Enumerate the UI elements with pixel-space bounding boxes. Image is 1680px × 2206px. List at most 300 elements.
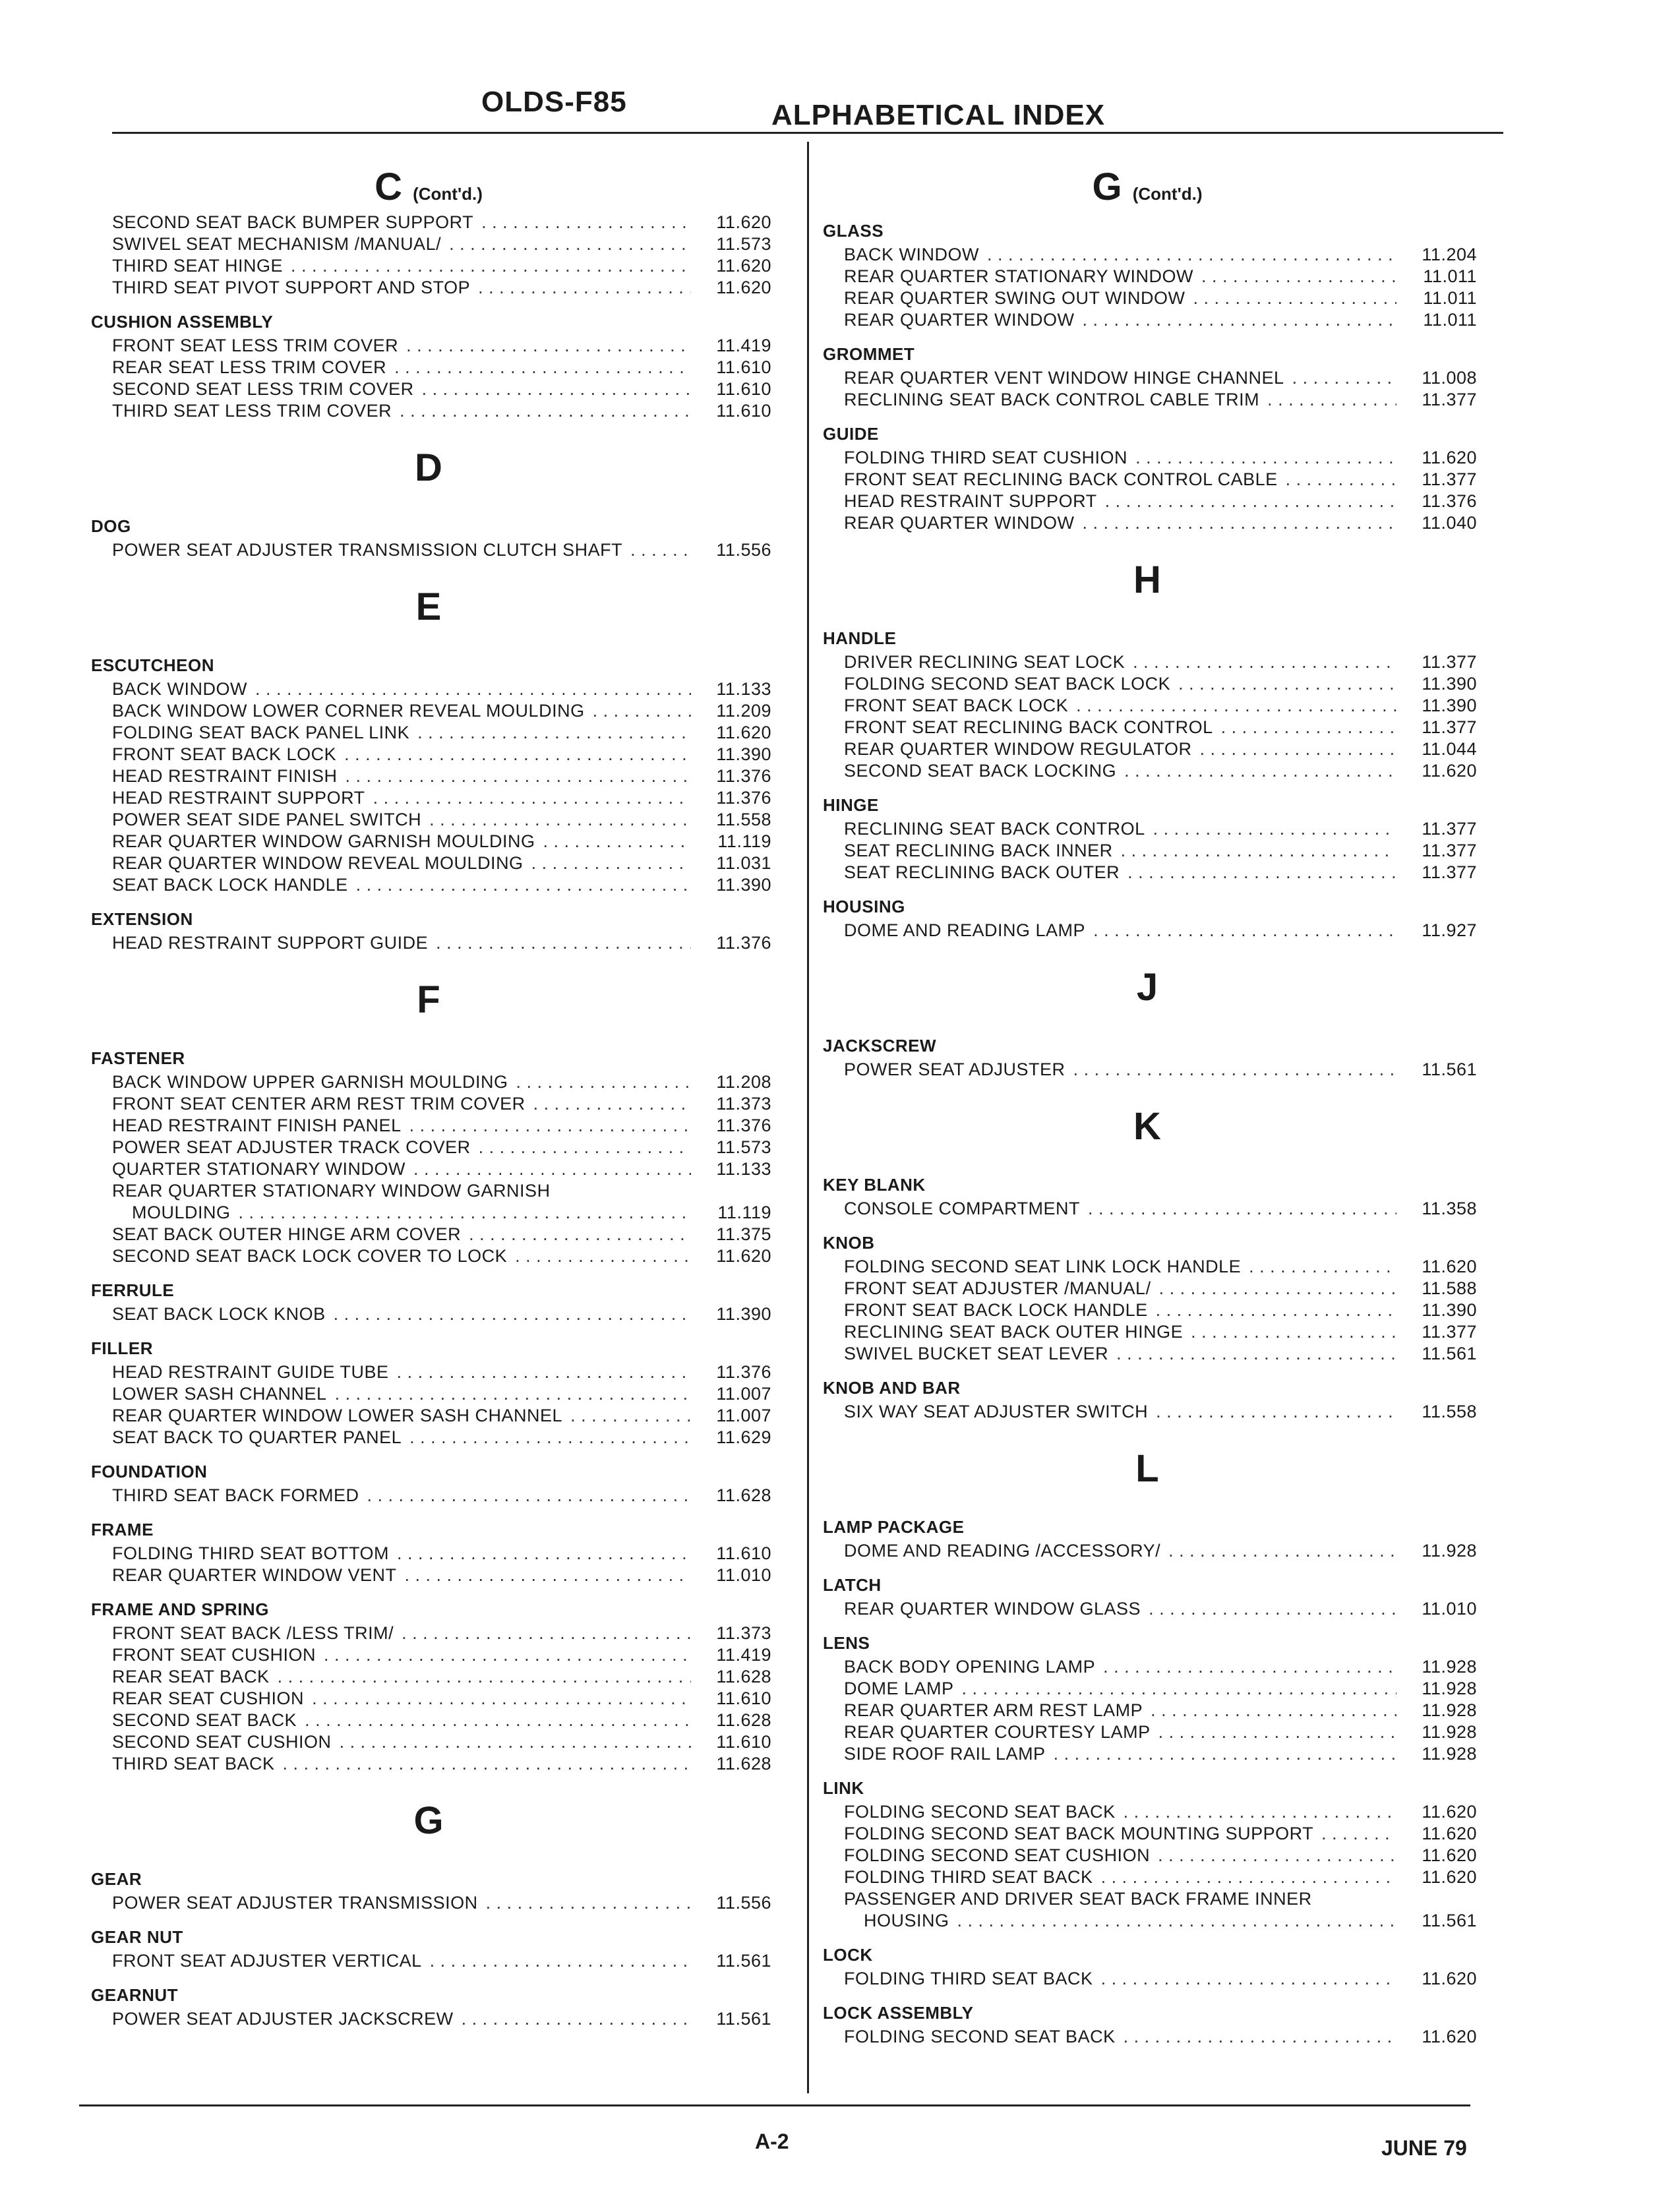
entry-text: POWER SEAT SIDE PANEL SWITCH xyxy=(112,810,422,829)
group-heading: LOCK xyxy=(823,1945,873,1965)
dot-leader xyxy=(1083,309,1396,331)
entry-text: REAR QUARTER VENT WINDOW HINGE CHANNEL xyxy=(844,368,1284,388)
index-entry xyxy=(86,255,771,277)
page-reference: 11.628 xyxy=(716,1485,771,1505)
index-entry xyxy=(86,1180,771,1202)
dot-leader xyxy=(1093,920,1396,941)
page-reference: 11.376 xyxy=(716,1362,771,1382)
dot-leader xyxy=(1267,389,1396,411)
index-entry xyxy=(86,277,771,299)
dot-leader xyxy=(1101,1866,1396,1888)
page-reference: 11.390 xyxy=(1422,1300,1477,1320)
index-entry xyxy=(818,1845,1477,1866)
page-reference: 11.610 xyxy=(716,1543,771,1563)
index-entry xyxy=(818,1198,1477,1220)
entry-text: SECOND SEAT BACK LOCK COVER TO LOCK xyxy=(112,1246,508,1266)
index-entry xyxy=(86,400,771,422)
section-letter: L xyxy=(1135,1447,1159,1490)
page-reference: 11.928 xyxy=(1422,1700,1477,1720)
entry-text: FRONT SEAT RECLINING BACK CONTROL CABLE xyxy=(844,469,1278,489)
column-divider xyxy=(807,142,809,2093)
index-entry xyxy=(86,335,771,357)
page-reference: 11.010 xyxy=(716,1565,771,1585)
page-reference: 11.620 xyxy=(1422,1802,1477,1822)
dot-leader xyxy=(409,1115,691,1137)
dot-leader xyxy=(516,1071,691,1093)
index-entry xyxy=(86,1644,771,1666)
dot-leader xyxy=(1158,1845,1396,1866)
dot-leader xyxy=(1249,1256,1396,1278)
page-reference: 11.558 xyxy=(716,810,771,829)
page-reference: 11.044 xyxy=(1422,739,1477,759)
page-reference: 11.040 xyxy=(1422,513,1477,533)
page-reference: 11.620 xyxy=(716,723,771,742)
index-group xyxy=(818,1945,1477,1990)
dot-leader xyxy=(1133,651,1396,673)
page-reference: 11.376 xyxy=(716,766,771,786)
section-letter: J xyxy=(1136,966,1158,1009)
page-reference: 11.620 xyxy=(1422,1845,1477,1865)
dot-leader xyxy=(335,1383,691,1405)
index-entry xyxy=(818,512,1477,534)
index-entry xyxy=(86,1303,771,1325)
bottom-rule xyxy=(79,2104,1470,2106)
page-reference: 11.928 xyxy=(1422,1541,1477,1561)
index-entry xyxy=(818,1321,1477,1343)
index-group xyxy=(86,212,771,299)
dot-leader xyxy=(478,277,691,299)
page-reference: 11.561 xyxy=(1422,1344,1477,1363)
dot-leader xyxy=(1149,1598,1396,1620)
entry-text: FRONT SEAT ADJUSTER VERTICAL xyxy=(112,1951,422,1971)
index-entry xyxy=(818,1598,1477,1620)
index-entry xyxy=(86,212,771,233)
index-entry xyxy=(818,1888,1477,1910)
page-reference: 11.556 xyxy=(716,1893,771,1913)
dot-leader xyxy=(1168,1540,1396,1562)
dot-leader xyxy=(479,1137,691,1158)
index-group xyxy=(86,312,771,422)
index-group xyxy=(86,655,771,896)
dot-leader xyxy=(1124,1801,1396,1823)
index-group xyxy=(818,424,1477,534)
entry-text: RECLINING SEAT BACK CONTROL xyxy=(844,819,1145,839)
entry-text: THIRD SEAT BACK FORMED xyxy=(112,1485,359,1505)
entry-text: DOME AND READING LAMP xyxy=(844,920,1086,940)
index-entry xyxy=(86,831,771,852)
dot-leader xyxy=(1193,287,1396,309)
dot-leader xyxy=(570,1405,691,1427)
entry-text: FOLDING SECOND SEAT LINK LOCK HANDLE xyxy=(844,1257,1242,1276)
dot-leader xyxy=(305,1710,691,1731)
dot-leader xyxy=(405,1565,691,1586)
page-reference: 11.133 xyxy=(716,1159,771,1179)
dot-leader xyxy=(1156,1299,1396,1321)
dot-leader xyxy=(1178,673,1396,695)
dot-leader xyxy=(367,1485,691,1506)
entry-text: REAR QUARTER WINDOW xyxy=(844,513,1075,533)
index-entry xyxy=(86,1224,771,1245)
index-entry xyxy=(818,738,1477,760)
entry-text: REAR QUARTER STATIONARY WINDOW GARNISH xyxy=(112,1181,551,1201)
entry-text: FRONT SEAT BACK LOCK xyxy=(112,744,337,764)
index-group xyxy=(86,1927,771,1972)
index-entry xyxy=(818,1801,1477,1823)
dot-leader xyxy=(1083,512,1396,534)
index-entry xyxy=(86,2008,771,2030)
index-group xyxy=(818,221,1477,331)
index-entry xyxy=(818,651,1477,673)
index-entry xyxy=(86,1543,771,1565)
page-reference: 11.010 xyxy=(1422,1599,1477,1619)
page-reference: 11.610 xyxy=(716,1688,771,1708)
entry-text: FRONT SEAT BACK LOCK xyxy=(844,696,1069,715)
index-group xyxy=(818,628,1477,782)
page-reference: 11.377 xyxy=(1422,841,1477,860)
page-reference: 11.390 xyxy=(716,744,771,764)
entry-text: FOLDING SECOND SEAT BACK LOCK xyxy=(844,674,1171,694)
group-heading: FOUNDATION xyxy=(91,1462,208,1481)
page-reference: 11.928 xyxy=(1422,1744,1477,1764)
entry-text: FRONT SEAT CENTER ARM REST TRIM COVER xyxy=(112,1094,525,1114)
page-reference: 11.573 xyxy=(716,1137,771,1157)
entry-text: FOLDING SECOND SEAT BACK MOUNTING SUPPORT xyxy=(844,1824,1314,1843)
entry-text: THIRD SEAT PIVOT SUPPORT AND STOP xyxy=(112,278,471,297)
group-heading: LENS xyxy=(823,1633,870,1653)
index-group xyxy=(818,1517,1477,1562)
entry-text: SECOND SEAT BACK xyxy=(112,1710,297,1730)
index-entry xyxy=(818,1540,1477,1562)
dot-leader xyxy=(1105,491,1396,512)
dot-leader xyxy=(1101,1968,1396,1990)
dot-leader xyxy=(1088,1198,1396,1220)
dot-leader xyxy=(413,1158,691,1180)
page-reference: 11.377 xyxy=(1422,390,1477,409)
index-entry xyxy=(818,469,1477,491)
revision-date: JUNE 79 xyxy=(1381,2136,1467,2160)
page-reference: 11.011 xyxy=(1423,288,1477,308)
dot-leader xyxy=(1201,266,1396,287)
index-group xyxy=(86,1462,771,1506)
entry-text: FOLDING SECOND SEAT CUSHION xyxy=(844,1845,1151,1865)
dot-leader xyxy=(449,233,691,255)
index-entry xyxy=(818,1343,1477,1365)
group-heading: KNOB AND BAR xyxy=(823,1378,961,1398)
page-reference: 11.558 xyxy=(1422,1402,1477,1421)
entry-text: REAR SEAT BACK xyxy=(112,1667,270,1686)
section-letter: C (Cont'd.) xyxy=(375,165,483,208)
dot-leader xyxy=(1054,1743,1396,1765)
page-reference: 11.011 xyxy=(1423,310,1477,330)
index-entry xyxy=(86,874,771,896)
dot-leader xyxy=(593,700,691,722)
entry-text: REAR QUARTER WINDOW REGULATOR xyxy=(844,739,1192,759)
index-entry xyxy=(86,1071,771,1093)
index-entry xyxy=(86,1623,771,1644)
index-group xyxy=(86,1599,771,1775)
page-reference: 11.561 xyxy=(716,2009,771,2029)
group-heading: KNOB xyxy=(823,1233,875,1253)
page-reference: 11.377 xyxy=(1422,1322,1477,1342)
index-entry xyxy=(818,760,1477,782)
entry-text: HEAD RESTRAINT SUPPORT xyxy=(844,491,1097,511)
index-entry xyxy=(818,1910,1477,1932)
dot-leader xyxy=(1151,1700,1396,1721)
index-entry xyxy=(818,244,1477,266)
dot-leader xyxy=(255,678,691,700)
entry-text: BACK WINDOW UPPER GARNISH MOULDING xyxy=(112,1072,508,1092)
index-entry xyxy=(86,1565,771,1586)
entry-text: SIDE ROOF RAIL LAMP xyxy=(844,1744,1046,1764)
index-entry xyxy=(86,1950,771,1972)
dot-leader xyxy=(486,1892,691,1914)
dot-leader xyxy=(531,852,691,874)
page-reference: 11.610 xyxy=(716,401,771,421)
entry-text: SEAT BACK TO QUARTER PANEL xyxy=(112,1427,402,1447)
index-entry xyxy=(86,1245,771,1267)
index-entry xyxy=(86,1710,771,1731)
entry-text: POWER SEAT ADJUSTER TRACK COVER xyxy=(112,1137,471,1157)
header-title: ALPHABETICAL INDEX xyxy=(771,99,1106,131)
page-reference: 11.419 xyxy=(716,1645,771,1665)
page-reference: 11.620 xyxy=(716,1246,771,1266)
entry-text: SECOND SEAT LESS TRIM COVER xyxy=(112,379,414,399)
page-reference: 11.620 xyxy=(1422,448,1477,467)
entry-text: FRONT SEAT ADJUSTER /MANUAL/ xyxy=(844,1278,1151,1298)
dot-leader xyxy=(462,2008,691,2030)
page-reference: 11.375 xyxy=(716,1224,771,1244)
index-entry xyxy=(86,1137,771,1158)
dot-leader xyxy=(345,765,691,787)
entry-text: HOUSING xyxy=(864,1911,949,1930)
dot-leader xyxy=(1292,367,1396,389)
entry-text: REAR QUARTER STATIONARY WINDOW xyxy=(844,266,1194,286)
entry-text: POWER SEAT ADJUSTER JACKSCREW xyxy=(112,2009,454,2029)
dot-leader xyxy=(1191,1321,1396,1343)
index-group xyxy=(818,1175,1477,1220)
index-entry xyxy=(818,673,1477,695)
page-reference: 11.928 xyxy=(1422,1657,1477,1677)
page-reference: 11.620 xyxy=(716,212,771,232)
dot-leader xyxy=(481,212,691,233)
entry-text: REAR QUARTER WINDOW xyxy=(844,310,1075,330)
index-entry xyxy=(818,695,1477,717)
index-group xyxy=(86,1985,771,2030)
group-heading: DOG xyxy=(91,516,131,536)
index-group xyxy=(818,1378,1477,1423)
index-entry xyxy=(818,840,1477,862)
index-entry xyxy=(86,1666,771,1688)
dot-leader xyxy=(430,1950,691,1972)
index-entry xyxy=(86,1361,771,1383)
entry-text: REAR SEAT LESS TRIM COVER xyxy=(112,357,387,377)
dot-leader xyxy=(1135,447,1396,469)
index-entry xyxy=(86,809,771,831)
page-reference: 11.373 xyxy=(716,1623,771,1643)
page-reference: 11.390 xyxy=(716,875,771,895)
entry-text: FOLDING THIRD SEAT BOTTOM xyxy=(112,1543,390,1563)
dot-leader xyxy=(1286,469,1396,491)
group-heading: HOUSING xyxy=(823,897,905,916)
index-entry xyxy=(86,722,771,744)
dot-leader xyxy=(987,244,1396,266)
dot-leader xyxy=(324,1644,691,1666)
page-reference: 11.358 xyxy=(1422,1199,1477,1218)
page-reference: 11.376 xyxy=(716,788,771,808)
page-reference: 11.133 xyxy=(716,679,771,699)
entry-text: HEAD RESTRAINT FINISH PANEL xyxy=(112,1116,402,1135)
group-heading: GEAR NUT xyxy=(91,1927,183,1947)
group-heading: FRAME xyxy=(91,1520,154,1539)
entry-text: FOLDING THIRD SEAT CUSHION xyxy=(844,448,1128,467)
index-entry xyxy=(86,765,771,787)
page-reference: 11.620 xyxy=(716,278,771,297)
index-entry xyxy=(86,1383,771,1405)
group-heading: LINK xyxy=(823,1778,864,1798)
page-reference: 11.377 xyxy=(1422,469,1477,489)
entry-text: REAR QUARTER WINDOW VENT xyxy=(112,1565,397,1585)
page-reference: 11.556 xyxy=(716,540,771,560)
dot-leader xyxy=(1159,1278,1396,1299)
entry-text: THIRD SEAT LESS TRIM COVER xyxy=(112,401,392,421)
dot-leader xyxy=(409,1427,691,1448)
entry-text: FRONT SEAT CUSHION xyxy=(112,1645,316,1665)
entry-text: SEAT RECLINING BACK OUTER xyxy=(844,862,1120,882)
entry-text: POWER SEAT ADJUSTER TRANSMISSION CLUTCH SHAFT xyxy=(112,540,623,560)
dot-leader xyxy=(334,1303,691,1325)
entry-text: FOLDING THIRD SEAT BACK xyxy=(844,1867,1093,1887)
group-heading: KEY BLANK xyxy=(823,1175,926,1195)
page-reference: 11.376 xyxy=(716,933,771,953)
entry-text: HEAD RESTRAINT SUPPORT xyxy=(112,788,365,808)
section-letter: D xyxy=(415,446,442,489)
index-entry xyxy=(818,1823,1477,1845)
index-entry xyxy=(818,367,1477,389)
page-reference: 11.007 xyxy=(716,1406,771,1425)
entry-text: SEAT RECLINING BACK INNER xyxy=(844,841,1113,860)
page-reference: 11.620 xyxy=(1422,1257,1477,1276)
page-reference: 11.629 xyxy=(716,1427,771,1447)
entry-text: SECOND SEAT BACK BUMPER SUPPORT xyxy=(112,212,474,232)
group-heading: GEARNUT xyxy=(91,1985,179,2005)
section-letter: K xyxy=(1133,1105,1161,1148)
index-entry xyxy=(818,447,1477,469)
entry-text: SWIVEL BUCKET SEAT LEVER xyxy=(844,1344,1109,1363)
index-entry xyxy=(86,1202,771,1224)
entry-text: REAR SEAT CUSHION xyxy=(112,1688,305,1708)
index-group xyxy=(818,1633,1477,1765)
page-reference: 11.419 xyxy=(716,336,771,355)
dot-leader xyxy=(1153,818,1396,840)
page-reference: 11.377 xyxy=(1422,819,1477,839)
page-reference: 11.209 xyxy=(716,701,771,721)
index-group xyxy=(86,1280,771,1325)
index-entry xyxy=(818,1278,1477,1299)
page-reference: 11.620 xyxy=(1422,1867,1477,1887)
entry-text: BACK WINDOW LOWER CORNER REVEAL MOULDING xyxy=(112,701,585,721)
page-reference: 11.119 xyxy=(717,1203,771,1222)
index-group xyxy=(86,516,771,561)
page-reference: 11.628 xyxy=(716,1754,771,1774)
dot-leader xyxy=(356,874,691,896)
dot-leader xyxy=(515,1245,691,1267)
group-heading: HINGE xyxy=(823,795,879,815)
entry-text: REAR QUARTER ARM REST LAMP xyxy=(844,1700,1143,1720)
entry-text: QUARTER STATIONARY WINDOW xyxy=(112,1159,406,1179)
left-column xyxy=(86,158,771,2043)
page-reference: 11.610 xyxy=(716,357,771,377)
page-reference: 11.377 xyxy=(1422,652,1477,672)
dot-leader xyxy=(278,1666,691,1688)
page-reference: 11.610 xyxy=(716,379,771,399)
entry-text: FOLDING SECOND SEAT BACK xyxy=(844,1802,1116,1822)
index-entry xyxy=(818,309,1477,331)
dot-leader xyxy=(1121,840,1396,862)
index-entry xyxy=(86,1688,771,1710)
index-entry xyxy=(86,1427,771,1448)
index-entry xyxy=(86,1158,771,1180)
group-heading: ESCUTCHEON xyxy=(91,655,215,675)
dot-leader xyxy=(397,1543,691,1565)
page-reference: 11.620 xyxy=(1422,761,1477,781)
entry-text: HEAD RESTRAINT GUIDE TUBE xyxy=(112,1362,389,1382)
dot-leader xyxy=(1321,1823,1396,1845)
page-reference: 11.610 xyxy=(716,1732,771,1752)
page-number: A-2 xyxy=(755,2130,789,2153)
page-reference: 11.011 xyxy=(1423,266,1477,286)
index-entry xyxy=(818,491,1477,512)
page-reference: 11.377 xyxy=(1422,717,1477,737)
dot-leader xyxy=(394,357,691,378)
group-heading: GROMMET xyxy=(823,344,915,364)
index-entry xyxy=(818,920,1477,941)
index-entry xyxy=(818,1678,1477,1700)
dot-leader xyxy=(422,378,691,400)
page-reference: 11.620 xyxy=(1422,1969,1477,1988)
entry-text: SEAT BACK LOCK KNOB xyxy=(112,1304,326,1324)
group-heading: GUIDE xyxy=(823,424,879,444)
index-group xyxy=(86,1520,771,1586)
entry-text: REAR QUARTER WINDOW GLASS xyxy=(844,1599,1141,1619)
entry-text: POWER SEAT ADJUSTER xyxy=(844,1059,1065,1079)
entry-text: SECOND SEAT CUSHION xyxy=(112,1732,332,1752)
entry-text: PASSENGER AND DRIVER SEAT BACK FRAME INNER xyxy=(844,1889,1312,1909)
index-entry xyxy=(818,2026,1477,2048)
entry-text: DOME AND READING /ACCESSORY/ xyxy=(844,1541,1161,1561)
dot-leader xyxy=(406,335,691,357)
index-entry xyxy=(86,852,771,874)
section-letter: H xyxy=(1133,558,1161,601)
index-group xyxy=(86,1869,771,1914)
dot-leader xyxy=(1073,1059,1396,1081)
dot-leader xyxy=(1076,695,1396,717)
dot-leader xyxy=(957,1910,1396,1932)
dot-leader xyxy=(630,539,691,561)
index-entry xyxy=(818,1299,1477,1321)
entry-text: FRONT SEAT BACK /LESS TRIM/ xyxy=(112,1623,394,1643)
page-reference: 11.928 xyxy=(1422,1679,1477,1698)
dot-leader xyxy=(340,1731,691,1753)
dot-leader xyxy=(543,831,691,852)
entry-text: FOLDING SEAT BACK PANEL LINK xyxy=(112,723,410,742)
section-letter: G (Cont'd.) xyxy=(1092,165,1203,208)
dot-leader xyxy=(1124,760,1396,782)
dot-leader xyxy=(1221,717,1396,738)
page-reference: 11.390 xyxy=(1422,696,1477,715)
index-group xyxy=(86,909,771,954)
index-entry xyxy=(818,862,1477,883)
index-group xyxy=(818,1778,1477,1932)
